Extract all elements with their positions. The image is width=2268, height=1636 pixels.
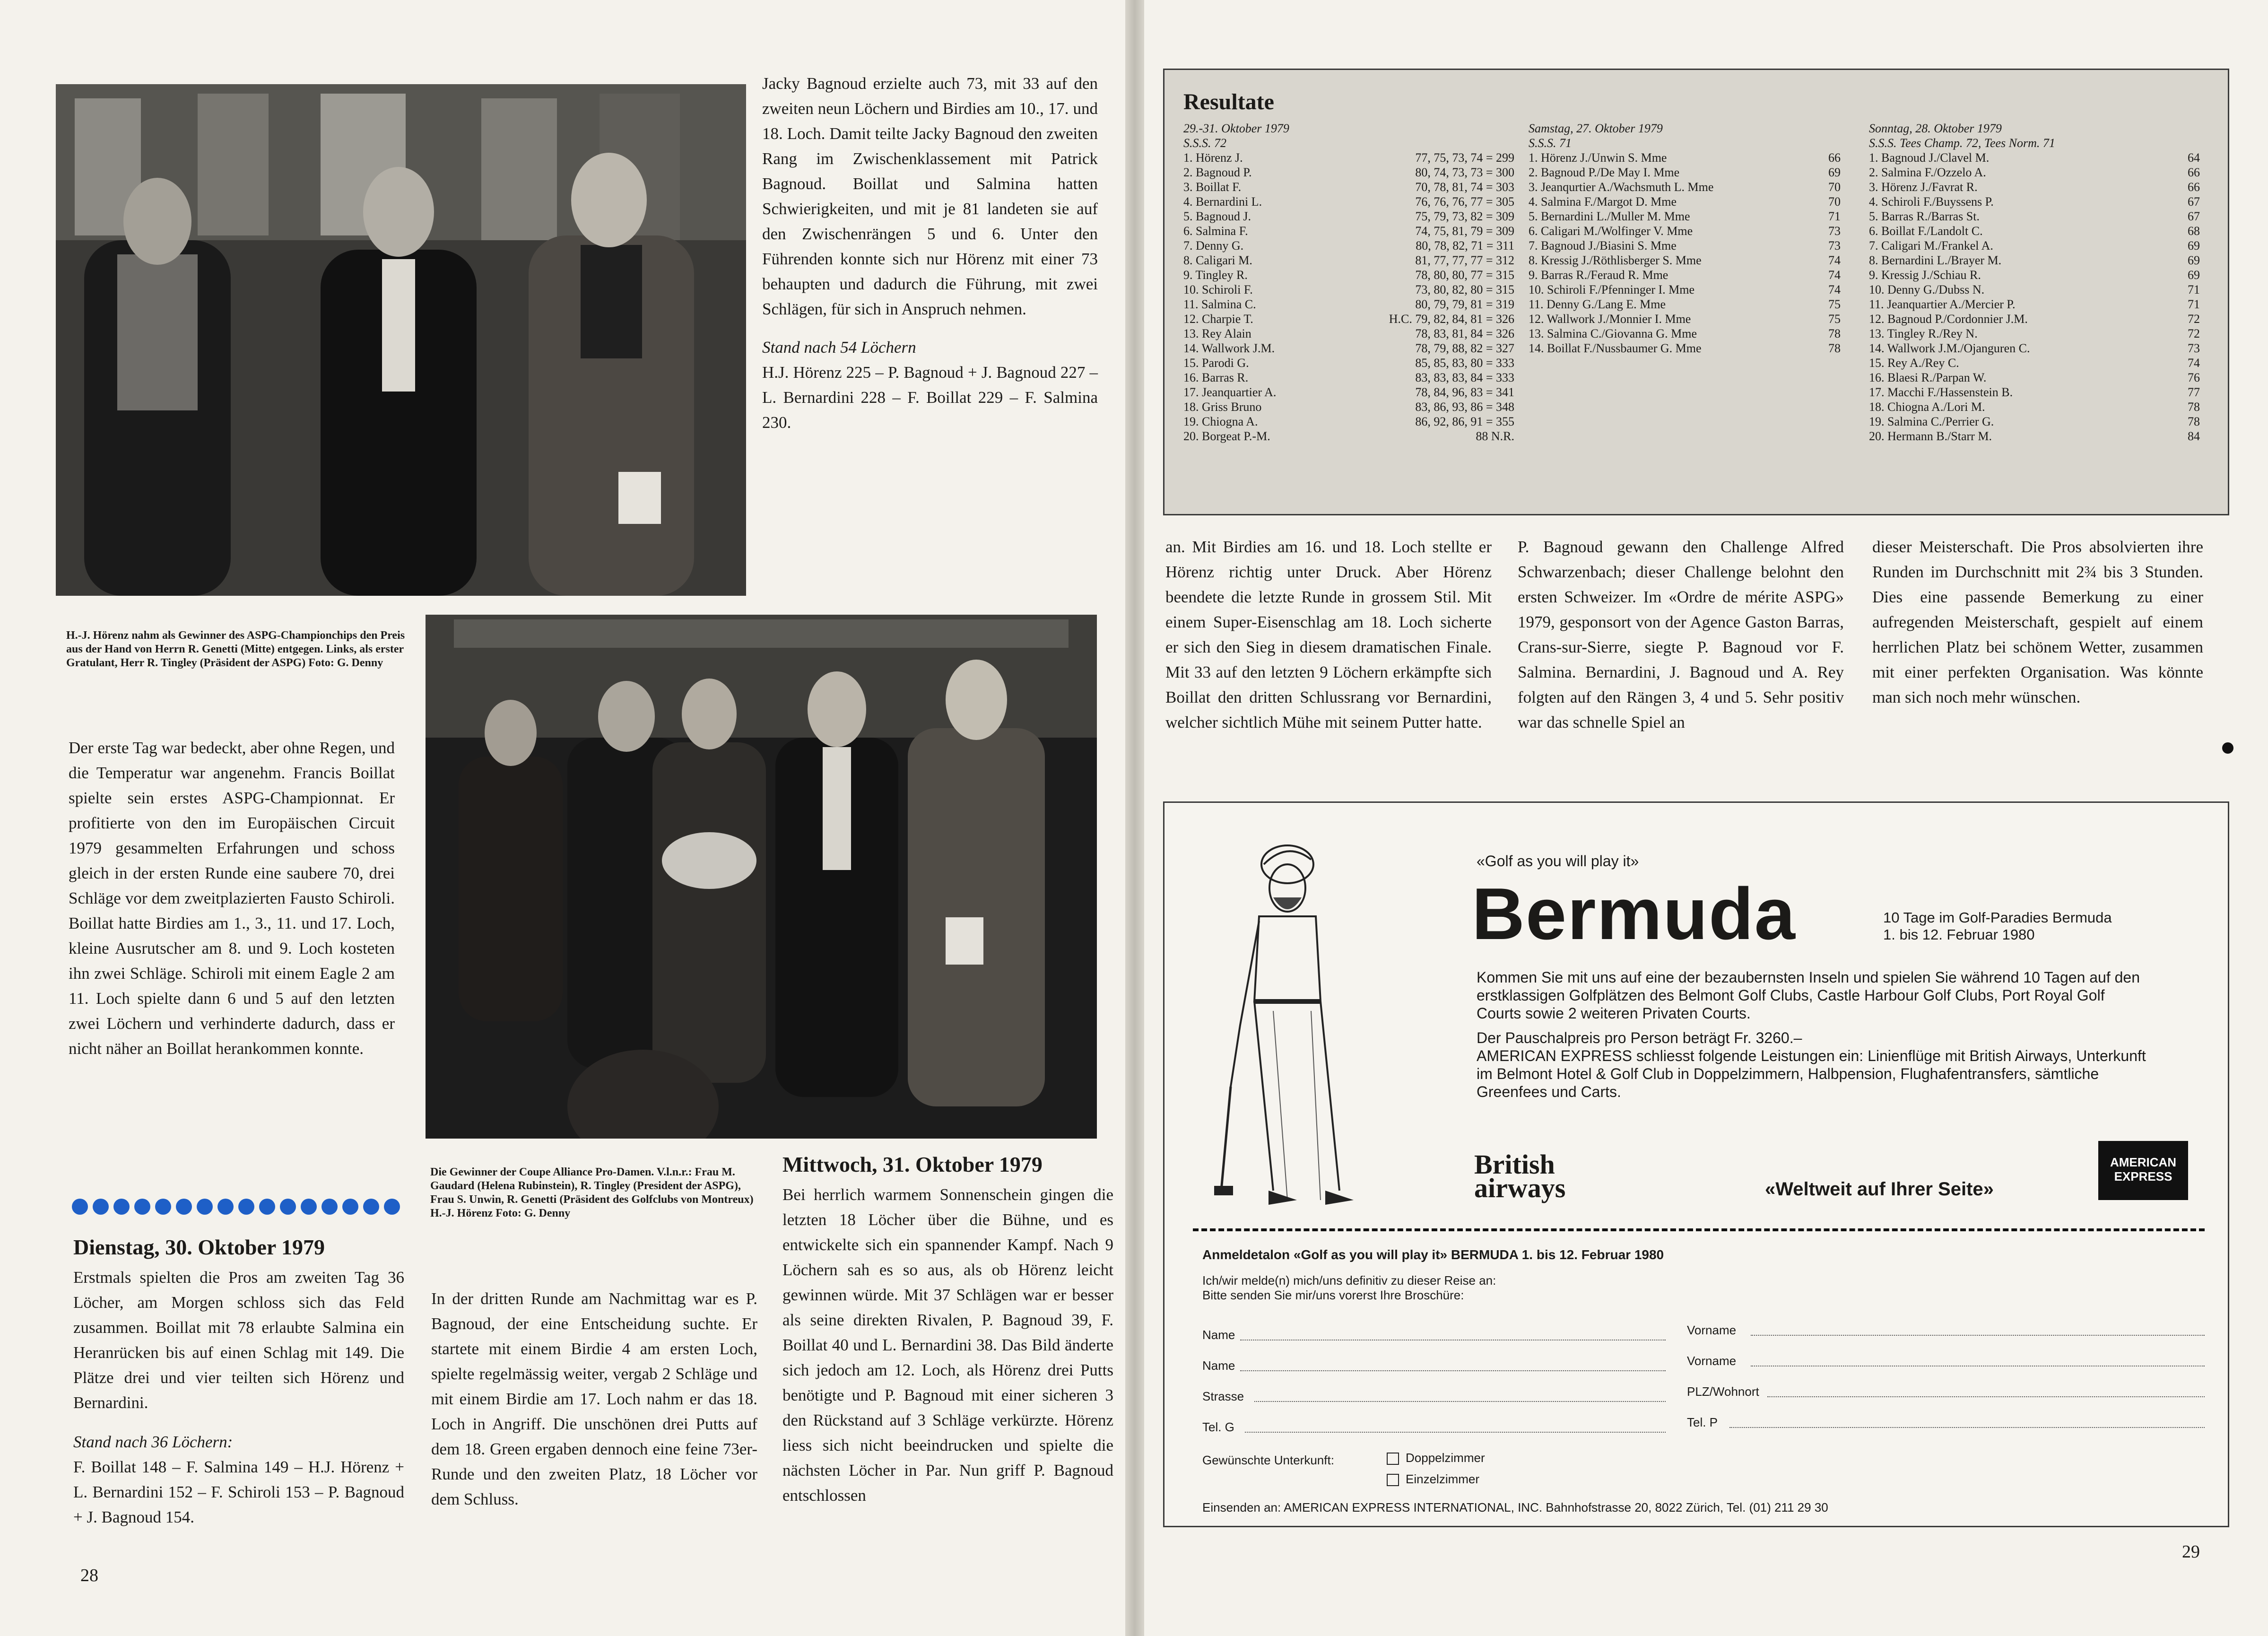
- result-score: 76, 76, 76, 77 = 305: [1415, 195, 1514, 209]
- photo-award-ceremony: [56, 84, 746, 596]
- result-score: 72: [2188, 327, 2200, 340]
- ad-body: [1477, 968, 2148, 1101]
- tuesday-section: [73, 1265, 404, 1530]
- name-field-label-1: Name: [1202, 1328, 1235, 1342]
- result-player: 3. Hörenz J./Favrat R.: [1869, 180, 1978, 194]
- dot-icon: [342, 1199, 358, 1215]
- article-right-col1: [1165, 534, 1492, 735]
- result-score: 68: [2188, 224, 2200, 238]
- coupon-intro-line2: Bitte senden Sie mir/uns vorerst Ihre Broschüre:: [1202, 1288, 1464, 1302]
- result-player: 19. Salmina C./Perrier G.: [1869, 415, 1994, 428]
- plz-field-label: PLZ/Wohnort: [1687, 1384, 1759, 1399]
- accommodation-label: Gewünschte Unterkunft:: [1202, 1453, 1334, 1467]
- result-player: 3. Boillat F.: [1183, 180, 1242, 194]
- result-score: 74: [1828, 283, 1841, 296]
- result-player: 10. Schiroli F./Pfenninger I. Mme: [1529, 283, 1695, 296]
- result-row: [1183, 180, 1514, 194]
- result-row: [1869, 385, 2200, 400]
- result-player: 4. Bernardini L.: [1183, 195, 1262, 209]
- result-score: 78: [1828, 341, 1841, 355]
- result-row: [1183, 194, 1514, 209]
- result-row: [1869, 356, 2200, 370]
- result-score: 78: [1828, 327, 1841, 340]
- result-row: [1183, 268, 1514, 282]
- result-score: 66: [1828, 151, 1841, 165]
- american-express-logo: [2098, 1141, 2188, 1200]
- photo2-caption: Die Gewinner der Coupe Alliance Pro-Damen. V.l.n.r.: Frau M. Gaudard (Helena Rubinstein), R. Tingley (President der ASPG), Frau S. Unwin, R. Genetti (Präsident des Golfclubs von Montreux) H.-J. Hörenz Foto: G. Denny: [430, 1166, 754, 1219]
- result-score: 80, 78, 82, 71 = 311: [1416, 239, 1514, 252]
- result-player: 1. Hörenz J.: [1183, 151, 1243, 165]
- result-score: 78, 79, 88, 82 = 327: [1415, 341, 1514, 355]
- result-player: 17. Macchi F./Hassenstein B.: [1869, 385, 2013, 399]
- result-player: 18. Chiogna A./Lori M.: [1869, 400, 1985, 414]
- result-row: [1869, 253, 2200, 268]
- ad-subheading: [1883, 909, 2112, 943]
- double-room-checkbox[interactable]: [1387, 1453, 1399, 1465]
- result-score: 73, 80, 82, 80 = 315: [1415, 283, 1514, 296]
- street-input[interactable]: [1254, 1401, 1666, 1402]
- result-row: [1869, 312, 2200, 326]
- bermuda-advertisement: [1163, 801, 2229, 1527]
- tuesday-heading: Dienstag, 30. Oktober 1979: [73, 1235, 325, 1259]
- result-score: 70, 78, 81, 74 = 303: [1415, 180, 1514, 194]
- result-score: 81, 77, 77, 77 = 312: [1415, 253, 1514, 267]
- result-row: [1869, 180, 2200, 194]
- page-left: [0, 0, 1125, 1636]
- results-col-sunday: [1869, 121, 2200, 444]
- result-score: 78: [2188, 400, 2200, 414]
- option-double-room[interactable]: [1387, 1451, 1485, 1465]
- send-to-address: Einsenden an: AMERICAN EXPRESS INTERNATIONAL, INC. Bahnhofstrasse 20, 8022 Zürich, Tel. (01) 211 29 30: [1202, 1500, 1828, 1514]
- result-score: 78: [2188, 415, 2200, 428]
- result-row: [1869, 150, 2200, 165]
- stand54-results: H.J. Hörenz 225 – P. Bagnoud + J. Bagnoud 227 – L. Bernardini 228 – F. Boillat 229 – F. Salmina 230.: [762, 363, 1098, 432]
- dot-icon: [217, 1199, 234, 1215]
- result-row: [1529, 268, 1841, 282]
- plz-input[interactable]: [1767, 1396, 2205, 1397]
- result-row: [1183, 297, 1514, 312]
- coupon-intro-line1: Ich/wir melde(n) mich/uns definitiv zu dieser Reise an:: [1202, 1273, 1496, 1288]
- results-col-sss: S.S.S. 72: [1183, 136, 1226, 150]
- result-row: [1183, 209, 1514, 224]
- ad-sub-line2: 1. bis 12. Februar 1980: [1883, 926, 2035, 943]
- result-score: 71: [2188, 283, 2200, 296]
- result-score: 72: [2188, 312, 2200, 326]
- article-right-col2: [1518, 534, 1844, 735]
- result-row: [1183, 253, 1514, 268]
- results-list: [1869, 150, 2200, 444]
- tel-p-field-label: Tel. P: [1687, 1415, 1718, 1429]
- result-score: 67: [2188, 209, 2200, 223]
- ba-logo-line1: British: [1474, 1149, 1555, 1180]
- result-player: 12. Bagnoud P./Cordonnier J.M.: [1869, 312, 2028, 326]
- results-col-sss: S.S.S. 71: [1529, 136, 1572, 150]
- article-col2-bottom: [431, 1286, 757, 1512]
- single-room-checkbox[interactable]: [1387, 1474, 1399, 1486]
- article-paragraph: dieser Meisterschaft. Die Pros absolvierten ihre Runden im Durchschnitt mit 2¾ bis 3 Stunden. Dies eine passende Bemerkung zu einer aufregenden Meisterschaft, gespielt auf einem herrlichen Platz bei schönem Wetter, zusammen mit einer perfekten Organisation. Was könnte man sich noch mehr wünschen.: [1872, 538, 2203, 706]
- dot-icon: [384, 1199, 400, 1215]
- result-score: H.C. 79, 82, 84, 81 = 326: [1389, 312, 1514, 326]
- result-player: 12. Wallwork J./Monnier I. Mme: [1529, 312, 1691, 326]
- result-player: 2. Bagnoud P./De May I. Mme: [1529, 165, 1680, 179]
- single-room-label: Einzelzimmer: [1406, 1472, 1480, 1486]
- result-score: 88 N.R.: [1476, 429, 1514, 443]
- result-score: 70: [1828, 180, 1841, 194]
- result-score: 80, 74, 73, 73 = 300: [1415, 165, 1514, 179]
- result-score: 73: [1828, 224, 1841, 238]
- result-score: 74: [1828, 268, 1841, 282]
- result-score: 78, 83, 81, 84 = 326: [1415, 327, 1514, 340]
- stand54-heading: Stand nach 54 Löchern: [762, 338, 916, 357]
- result-player: 9. Tingley R.: [1183, 268, 1248, 282]
- option-single-room[interactable]: [1387, 1472, 1479, 1487]
- article-col1: [69, 735, 395, 1061]
- ad-slogan: «Weltweit auf Ihrer Seite»: [1765, 1179, 1994, 1200]
- article-col3-bottom: [782, 1182, 1113, 1508]
- result-score: 64: [2188, 151, 2200, 165]
- results-list: [1183, 150, 1514, 444]
- result-row: [1183, 400, 1514, 414]
- stand36-heading: Stand nach 36 Löchern:: [73, 1433, 233, 1451]
- result-player: 8. Bernardini L./Brayer M.: [1869, 253, 2002, 267]
- result-player: 2. Salmina F./Ozzelo A.: [1869, 165, 1986, 179]
- article-paragraph: Bei herrlich warmem Sonnenschein gingen die letzten 18 Löcher über die Bühne, und es entwickelte sich ein spannender Kampf. Nach 9 Löchern sah es so aus, als ob Hörenz leicht gewinnen würde. Mit 37 Schlägen war er besser als seine direkten Rivalen, P. Bagnoud 39, F. Boillat 40 und L. Bernardini 38. Das Bild änderte sich jedoch am 12. Loch, als Hörenz drei Putts benötigte und P. Bagnoud mit einer sicheren 3 den Rückstand auf 3 Schläge verkürzte. Hörenz liess sich nicht beeindrucken und spielte die nächsten Löcher in Par. Nun griff P. Bagnoud entschlossen: [782, 1185, 1113, 1505]
- dot-icon: [197, 1199, 213, 1215]
- dot-icon: [363, 1199, 379, 1215]
- coupon-title: Anmeldetalon «Golf as you will play it» BERMUDA 1. bis 12. Februar 1980: [1202, 1247, 1664, 1262]
- dot-icon: [301, 1199, 317, 1215]
- result-row: [1869, 282, 2200, 297]
- dot-icon: [155, 1199, 171, 1215]
- result-player: 4. Salmina F./Margot D. Mme: [1529, 195, 1677, 209]
- result-row: [1183, 224, 1514, 238]
- result-player: 14. Boillat F./Nussbaumer G. Mme: [1529, 341, 1702, 355]
- photo-coupe-alliance-winners: [426, 615, 1097, 1139]
- golfer-illustration: [1202, 822, 1382, 1214]
- result-row: [1183, 282, 1514, 297]
- result-row: [1529, 165, 1841, 180]
- result-player: 11. Salmina C.: [1183, 297, 1256, 311]
- result-score: 76: [2188, 371, 2200, 384]
- result-player: 10. Schiroli F.: [1183, 283, 1253, 296]
- british-airways-logo: [1474, 1149, 1566, 1203]
- name-field-label-2: Name: [1202, 1358, 1235, 1373]
- result-player: 15. Parodi G.: [1183, 356, 1249, 370]
- ad-sub-line1: 10 Tage im Golf-Paradies Bermuda: [1883, 909, 2112, 926]
- result-player: 13. Tingley R./Rey N.: [1869, 327, 1978, 340]
- result-score: 73: [2188, 341, 2200, 355]
- result-player: 13. Rey Alain: [1183, 327, 1251, 340]
- results-col-date: Sonntag, 28. Oktober 1979: [1869, 122, 2002, 135]
- result-row: [1529, 238, 1841, 253]
- results-col-saturday: [1529, 121, 1841, 356]
- photo1-caption: H.-J. Hörenz nahm als Gewinner des ASPG-Championchips den Preis aus der Hand von Herrn R. Genetti (Mitte) entgegen. Links, als erster Gratulant, Herr R. Tingley (Präsident der ASPG) Foto: G. Denny: [66, 629, 405, 669]
- name-input-2[interactable]: [1240, 1370, 1666, 1371]
- result-player: 8. Caligari M.: [1183, 253, 1252, 267]
- ad-inclusions: AMERICAN EXPRESS schliesst folgende Leistungen ein: Linienflüge mit British Airways, Unterkunft im Belmont Hotel & Golf Club in Doppelzimmern, Halbpension, Flughafentransfers, sämtliche Greenfees und Carts.: [1477, 1047, 2146, 1100]
- result-player: 16. Barras R.: [1183, 371, 1249, 384]
- result-row: [1869, 429, 2200, 444]
- result-score: 77, 75, 73, 74 = 299: [1415, 151, 1514, 165]
- result-player: 8. Kressig J./Röthlisberger S. Mme: [1529, 253, 1702, 267]
- result-player: 3. Jeanqurtier A./Wachsmuth L. Mme: [1529, 180, 1714, 194]
- result-player: 15. Rey A./Rey C.: [1869, 356, 1959, 370]
- article-col2-top: [762, 71, 1098, 435]
- results-box: [1163, 69, 2229, 515]
- article-paragraph: In der dritten Runde am Nachmittag war es P. Bagnoud, der eine Entscheidung suchte. Er startete mit einem Birdie 4 am ersten Loch, spielte regelmässig weiter, vergab 2 Schläge und mit einem Birdie am 17. Loch nahm er das 18. Loch in Angriff. Die unschönen drei Putts auf dem 18. Green ergaben dennoch eine feine 73er-Runde und den zweiten Platz, 18 Löcher vor dem Schluss.: [431, 1289, 757, 1508]
- result-score: 66: [2188, 165, 2200, 179]
- result-player: 14. Wallwork J.M./Ojanguren C.: [1869, 341, 2030, 355]
- result-row: [1529, 282, 1841, 297]
- result-row: [1869, 341, 2200, 356]
- result-row: [1183, 238, 1514, 253]
- result-row: [1529, 253, 1841, 268]
- end-mark-icon: [2222, 742, 2233, 754]
- result-score: 75: [1828, 312, 1841, 326]
- page-gutter: [1125, 0, 1144, 1636]
- result-row: [1183, 165, 1514, 180]
- page-right: [1144, 0, 2268, 1636]
- result-score: 70: [1828, 195, 1841, 209]
- result-row: [1869, 414, 2200, 429]
- result-score: 66: [2188, 180, 2200, 194]
- result-row: [1183, 385, 1514, 400]
- vorname-field-label-2: Vorname: [1687, 1354, 1737, 1368]
- result-score: 83, 83, 83, 84 = 333: [1415, 371, 1514, 384]
- result-row: [1529, 194, 1841, 209]
- result-row: [1869, 326, 2200, 341]
- result-row: [1183, 356, 1514, 370]
- result-player: 5. Bernardini L./Muller M. Mme: [1529, 209, 1690, 223]
- wednesday-heading: Mittwoch, 31. Oktober 1979: [782, 1152, 1043, 1176]
- article-paragraph: Erstmals spielten die Pros am zweiten Tag 36 Löcher, am Morgen schloss sich das Feld zusammen. Boillat mit 78 erlaubte Salmina ein Heranrücken bis auf einen Schlag mit 149. Die Plätze drei und vier teilten sich Hörenz und Bernardini.: [73, 1268, 404, 1412]
- result-player: 10. Denny G./Dubss N.: [1869, 283, 1985, 296]
- coupon-cut-line: [1193, 1228, 2205, 1231]
- result-score: 84: [2188, 429, 2200, 443]
- result-player: 1. Hörenz J./Unwin S. Mme: [1529, 151, 1667, 165]
- result-player: 9. Kressig J./Schiau R.: [1869, 268, 1981, 282]
- result-score: 71: [1828, 209, 1841, 223]
- article-right-col3: [1872, 534, 2203, 710]
- street-field-label: Strasse: [1202, 1389, 1244, 1403]
- ad-brand-logo: Bermuda: [1472, 873, 1796, 955]
- coupon-intro: [1202, 1273, 1496, 1303]
- result-row: [1529, 150, 1841, 165]
- result-player: 5. Bagnoud J.: [1183, 209, 1251, 223]
- ad-price: Der Pauschalpreis pro Person beträgt Fr. 3260.–: [1477, 1029, 1802, 1046]
- result-row: [1529, 180, 1841, 194]
- results-col-sss: S.S.S. Tees Champ. 72, Tees Norm. 71: [1869, 136, 2055, 150]
- result-score: 83, 86, 93, 86 = 348: [1415, 400, 1514, 414]
- result-row: [1869, 238, 2200, 253]
- article-paragraph: Der erste Tag war bedeckt, aber ohne Regen, und die Temperatur war angenehm. Francis Boillat spielte sein erstes ASPG-Championnat. Er profitierte von den im Europäischen Circuit 1979 gesammelten Erfahrungen und schoss gleich in der ersten Runde eine saubere 70, drei Schläge vor dem zweitplazierten Fausto Schiroli. Boillat hatte Birdies am 1., 3., 11. und 17. Loch, kleine Ausrutscher am 8. und 9. Loch kosteten ihn zwei Schläge. Schiroli mit einem Eagle 2 am 11. Loch spielte dann 6 und 5 auf den letzten zwei Löchern und verhinderte dadurch, dass er nicht näher an Boillat herankommen konnte.: [69, 739, 395, 1058]
- dot-icon: [72, 1199, 88, 1215]
- results-title: Resultate: [1183, 89, 1274, 114]
- vorname-field-label-1: Vorname: [1687, 1323, 1737, 1337]
- page-number-left: 28: [80, 1566, 98, 1585]
- result-score: 69: [2188, 239, 2200, 252]
- results-col-date: 29.-31. Oktober 1979: [1183, 122, 1289, 135]
- result-player: 20. Hermann B./Starr M.: [1869, 429, 1992, 443]
- amex-logo-line1: AMERICAN: [2110, 1155, 2177, 1169]
- result-score: 78, 80, 80, 77 = 315: [1415, 268, 1514, 282]
- result-row: [1529, 224, 1841, 238]
- result-score: 78, 84, 96, 83 = 341: [1415, 385, 1514, 399]
- result-score: 69: [2188, 253, 2200, 267]
- results-list: [1529, 150, 1841, 356]
- result-player: 11. Jeanquartier A./Mercier P.: [1869, 297, 2016, 311]
- result-player: 12. Charpie T.: [1183, 312, 1253, 326]
- result-score: 69: [1828, 165, 1841, 179]
- result-player: 13. Salmina C./Giovanna G. Mme: [1529, 327, 1697, 340]
- result-player: 7. Caligari M./Frankel A.: [1869, 239, 1993, 252]
- result-player: 9. Barras R./Feraud R. Mme: [1529, 268, 1668, 282]
- result-row: [1529, 209, 1841, 224]
- result-player: 18. Griss Bruno: [1183, 400, 1262, 414]
- result-player: 17. Jeanquartier A.: [1183, 385, 1277, 399]
- result-score: 75, 79, 73, 82 = 309: [1415, 209, 1514, 223]
- article-paragraph: P. Bagnoud gewann den Challenge Alfred Schwarzenbach; dieser Challenge belohnt den ersten Schweizer. Im «Ordre de mérite ASPG» 1979, gesponsort von der Agence Gaston Barras, Crans-sur-Sierre, siegte P. Bagnoud vor F. Salmina. Bernardini, J. Bagnoud und A. Rey folgten auf den Rängen 3, 4 und 5. Sehr positiv war das schnelle Spiel an: [1518, 538, 1844, 731]
- result-row: [1183, 370, 1514, 385]
- tel-g-input[interactable]: [1245, 1432, 1666, 1433]
- result-player: 2. Bagnoud P.: [1183, 165, 1252, 179]
- article-paragraph: Jacky Bagnoud erzielte auch 73, mit 33 auf den zweiten neun Löchern und Birdies am 10., 17. und 18. Loch. Damit teilte Jacky Bagnoud den zweiten Rang im Zwischenklassement mit Patrick Bagnoud. Boillat und Salmina hatten Schwierigkeiten, und mit je 81 landeten sie auf den Zwischenrängen 5 und 6. Unter den Führenden konnte sich nur Hörenz mit einer 73 behaupten und dadurch die Führung, mit zwei Schlägen, für sich in Anspruch nehmen.: [762, 74, 1098, 318]
- result-player: 7. Bagnoud J./Biasini S. Mme: [1529, 239, 1677, 252]
- result-player: 11. Denny G./Lang E. Mme: [1529, 297, 1666, 311]
- result-score: 75: [1828, 297, 1841, 311]
- double-room-label: Doppelzimmer: [1406, 1451, 1485, 1465]
- result-score: 71: [2188, 297, 2200, 311]
- photo-award-ceremony-image: [56, 84, 746, 596]
- dot-icon: [238, 1199, 254, 1215]
- tel-p-input[interactable]: [1729, 1427, 2205, 1428]
- result-row: [1183, 429, 1514, 444]
- result-row: [1183, 326, 1514, 341]
- dot-icon: [134, 1199, 150, 1215]
- result-row: [1529, 312, 1841, 326]
- result-player: 5. Barras R./Barras St.: [1869, 209, 1980, 223]
- result-score: 74: [2188, 356, 2200, 370]
- vorname-input-1[interactable]: [1751, 1335, 2205, 1336]
- result-player: 14. Wallwork J.M.: [1183, 341, 1275, 355]
- result-row: [1183, 150, 1514, 165]
- result-row: [1529, 341, 1841, 356]
- result-score: 80, 79, 79, 81 = 319: [1415, 297, 1514, 311]
- amex-logo-line2: EXPRESS: [2114, 1169, 2172, 1183]
- ad-tagline: «Golf as you will play it»: [1477, 853, 1639, 870]
- result-row: [1183, 312, 1514, 326]
- photo-coupe-alliance-image: [426, 615, 1097, 1139]
- result-score: 67: [2188, 195, 2200, 209]
- result-row: [1869, 194, 2200, 209]
- results-col-championship: [1183, 121, 1514, 444]
- result-row: [1183, 341, 1514, 356]
- result-row: [1869, 268, 2200, 282]
- result-player: 7. Denny G.: [1183, 239, 1244, 252]
- result-score: 69: [2188, 268, 2200, 282]
- result-score: 77: [2188, 385, 2200, 399]
- result-player: 6. Caligari M./Wolfinger V. Mme: [1529, 224, 1693, 238]
- page-number-right: 29: [2182, 1542, 2200, 1562]
- stand36-results: F. Boillat 148 – F. Salmina 149 – H.J. Hörenz + L. Bernardini 152 – F. Schiroli 153 – P. Bagnoud + J. Bagnoud 154.: [73, 1458, 404, 1526]
- result-row: [1869, 209, 2200, 224]
- dot-icon: [113, 1199, 130, 1215]
- results-col-date: Samstag, 27. Oktober 1979: [1529, 122, 1663, 135]
- result-score: 85, 85, 83, 80 = 333: [1415, 356, 1514, 370]
- result-score: 74: [1828, 253, 1841, 267]
- dot-icon: [176, 1199, 192, 1215]
- dot-icon: [93, 1199, 109, 1215]
- result-row: [1529, 297, 1841, 312]
- result-player: 6. Boillat F./Landolt C.: [1869, 224, 1983, 238]
- result-player: 6. Salmina F.: [1183, 224, 1248, 238]
- result-row: [1869, 370, 2200, 385]
- result-score: 86, 92, 86, 91 = 355: [1415, 415, 1514, 428]
- dot-icon: [259, 1199, 275, 1215]
- article-paragraph: an. Mit Birdies am 16. und 18. Loch stellte er Hörenz richtig unter Druck. Aber Hörenz beendete die letzte Runde in grossem Stil. Mit einem Super-Eisenschlag am 18. Loch sicherte er sich den Sieg in diesem dramatischen Finale. Mit 33 auf den letzten 9 Löchern erkämpfte sich Boillat den dritten Schlussrang vor Bernardini, welcher sichtlich Mühe mit seinem Putter hatte.: [1165, 538, 1492, 731]
- result-score: 74, 75, 81, 79 = 309: [1415, 224, 1514, 238]
- ad-body-paragraph: Kommen Sie mit uns auf eine der bezaubernsten Inseln und spielen Sie während 10 Tagen auf den erstklassigen Golfplätzen des Belmont Golf Clubs, Castle Harbour Golf Clubs, Port Royal Golf Courts sowie 2 weiteren Privaten Courts.: [1477, 969, 2140, 1022]
- result-row: [1869, 400, 2200, 414]
- result-row: [1529, 326, 1841, 341]
- dot-icon: [322, 1199, 338, 1215]
- decorative-dot-row: [72, 1199, 412, 1217]
- result-player: 4. Schiroli F./Buyssens P.: [1869, 195, 1994, 209]
- result-row: [1869, 165, 2200, 180]
- ba-logo-line2: airways: [1474, 1173, 1566, 1203]
- result-player: 1. Bagnoud J./Clavel M.: [1869, 151, 1990, 165]
- dot-icon: [280, 1199, 296, 1215]
- tel-g-field-label: Tel. G: [1202, 1420, 1234, 1434]
- result-row: [1183, 414, 1514, 429]
- result-player: 19. Chiogna A.: [1183, 415, 1258, 428]
- result-player: 16. Blaesi R./Parpan W.: [1869, 371, 1987, 384]
- result-score: 73: [1828, 239, 1841, 252]
- result-row: [1869, 297, 2200, 312]
- result-player: 20. Borgeat P.-M.: [1183, 429, 1270, 443]
- result-row: [1869, 224, 2200, 238]
